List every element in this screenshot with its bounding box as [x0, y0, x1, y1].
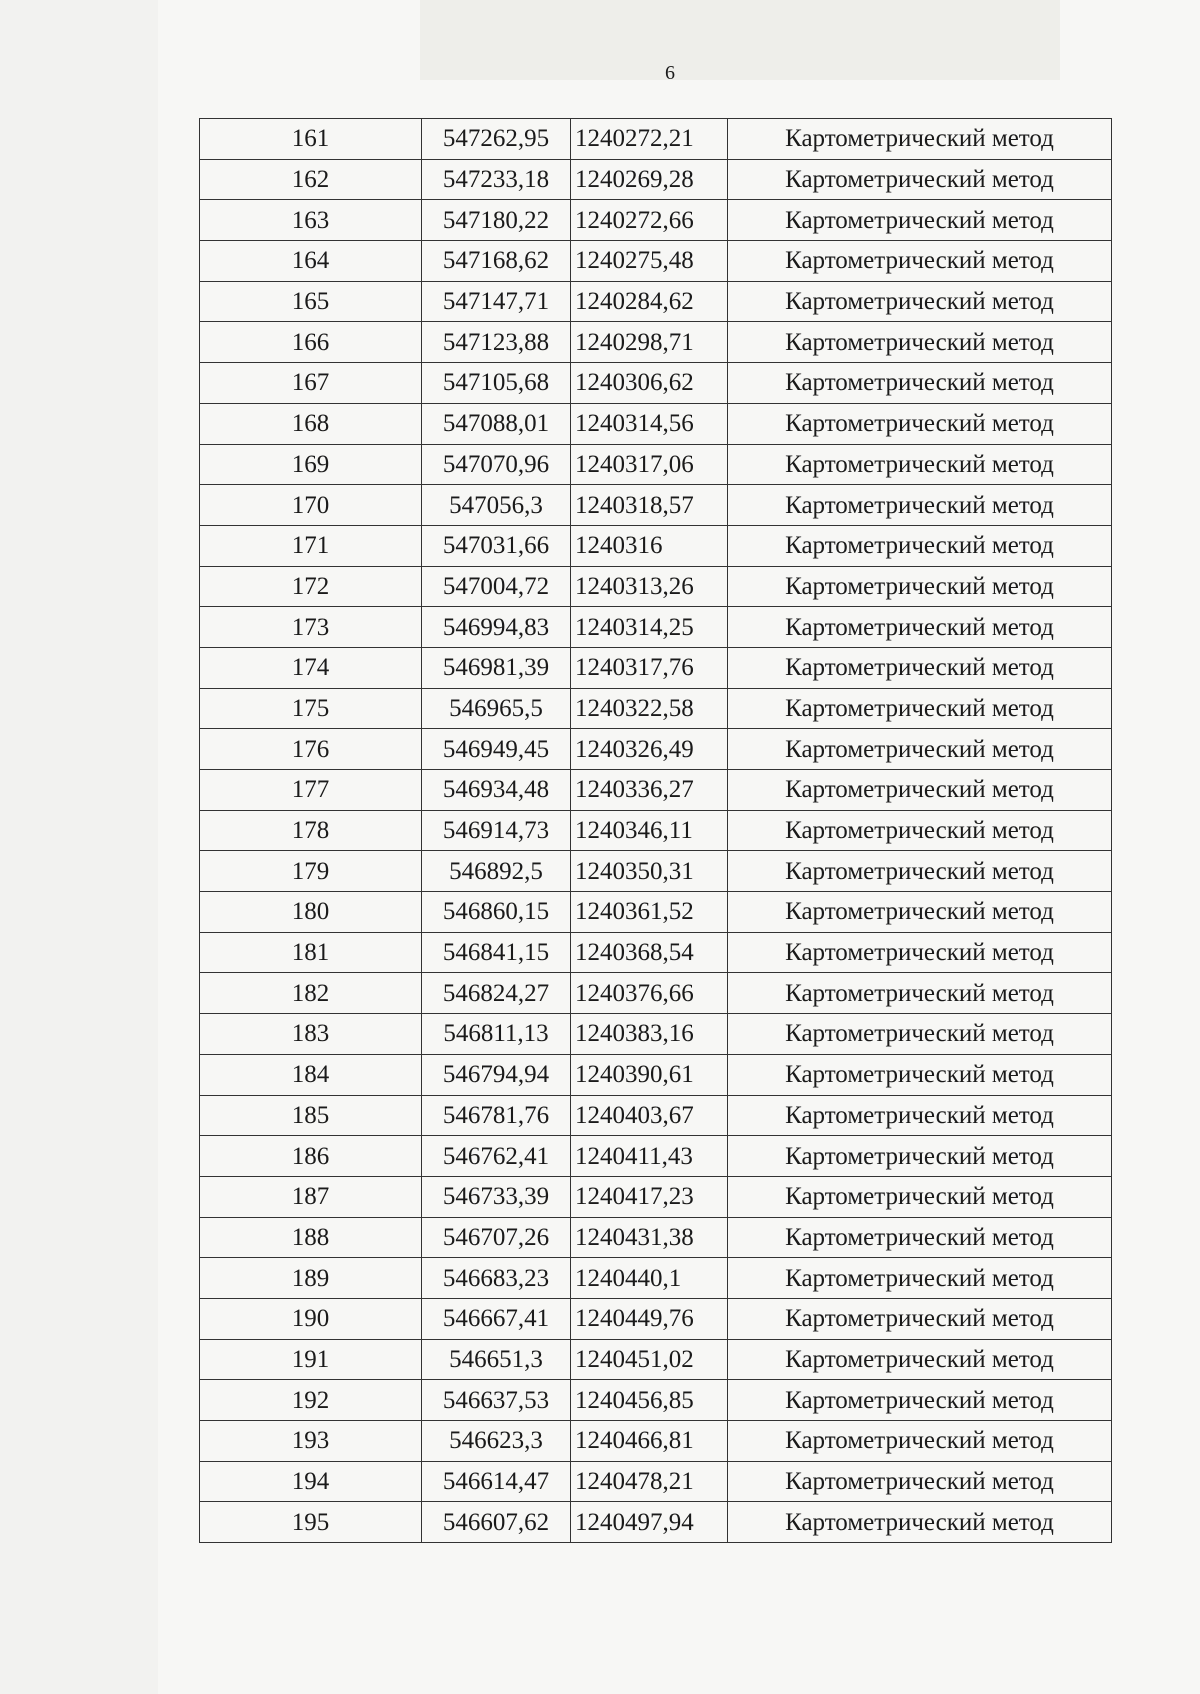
- point-number-cell: 175: [200, 688, 422, 729]
- x-coordinate-cell: 546841,15: [422, 932, 571, 973]
- y-coordinate-cell: 1240322,58: [571, 688, 728, 729]
- x-coordinate-cell: 546733,39: [422, 1176, 571, 1217]
- table-row: [200, 1217, 1112, 1258]
- table-row: [200, 607, 1112, 648]
- y-coordinate-cell: 1240318,57: [571, 485, 728, 526]
- point-number-cell: 194: [200, 1461, 422, 1502]
- point-number-cell: 191: [200, 1339, 422, 1380]
- method-cell: Картометрический метод: [728, 1014, 1112, 1055]
- point-number-cell: 177: [200, 770, 422, 811]
- point-number-cell: 161: [200, 119, 422, 160]
- y-coordinate-cell: 1240346,11: [571, 810, 728, 851]
- table-row: [200, 1339, 1112, 1380]
- x-coordinate-cell: 546892,5: [422, 851, 571, 892]
- method-cell: Картометрический метод: [728, 1461, 1112, 1502]
- y-coordinate-cell: 1240478,21: [571, 1461, 728, 1502]
- method-cell: Картометрический метод: [728, 1176, 1112, 1217]
- method-cell: Картометрический метод: [728, 119, 1112, 160]
- y-coordinate-cell: 1240272,66: [571, 200, 728, 241]
- method-cell: Картометрический метод: [728, 281, 1112, 322]
- method-cell: Картометрический метод: [728, 851, 1112, 892]
- method-cell: Картометрический метод: [728, 241, 1112, 282]
- method-cell: Картометрический метод: [728, 1258, 1112, 1299]
- x-coordinate-cell: 547004,72: [422, 566, 571, 607]
- table-row: [200, 1298, 1112, 1339]
- x-coordinate-cell: 546781,76: [422, 1095, 571, 1136]
- point-number-cell: 188: [200, 1217, 422, 1258]
- y-coordinate-cell: 1240284,62: [571, 281, 728, 322]
- y-coordinate-cell: 1240456,85: [571, 1380, 728, 1421]
- y-coordinate-cell: 1240326,49: [571, 729, 728, 770]
- x-coordinate-cell: 547088,01: [422, 403, 571, 444]
- method-cell: Картометрический метод: [728, 322, 1112, 363]
- point-number-cell: 185: [200, 1095, 422, 1136]
- method-cell: Картометрический метод: [728, 525, 1112, 566]
- y-coordinate-cell: 1240440,1: [571, 1258, 728, 1299]
- method-cell: Картометрический метод: [728, 1502, 1112, 1543]
- y-coordinate-cell: 1240316: [571, 525, 728, 566]
- table-row: [200, 1054, 1112, 1095]
- x-coordinate-cell: 547233,18: [422, 159, 571, 200]
- method-cell: Картометрический метод: [728, 729, 1112, 770]
- table-row: [200, 159, 1112, 200]
- method-cell: Картометрический метод: [728, 1421, 1112, 1462]
- method-cell: Картометрический метод: [728, 444, 1112, 485]
- x-coordinate-cell: 547070,96: [422, 444, 571, 485]
- table-row: [200, 1176, 1112, 1217]
- y-coordinate-cell: 1240403,67: [571, 1095, 728, 1136]
- point-number-cell: 169: [200, 444, 422, 485]
- method-cell: Картометрический метод: [728, 1339, 1112, 1380]
- point-number-cell: 170: [200, 485, 422, 526]
- table-row: [200, 200, 1112, 241]
- method-cell: Картометрический метод: [728, 1054, 1112, 1095]
- point-number-cell: 195: [200, 1502, 422, 1543]
- table-row: [200, 1258, 1112, 1299]
- x-coordinate-cell: 547056,3: [422, 485, 571, 526]
- table-row: [200, 1380, 1112, 1421]
- y-coordinate-cell: 1240314,25: [571, 607, 728, 648]
- table-row: [200, 770, 1112, 811]
- point-number-cell: 166: [200, 322, 422, 363]
- table-row: [200, 281, 1112, 322]
- y-coordinate-cell: 1240269,28: [571, 159, 728, 200]
- method-cell: Картометрический метод: [728, 892, 1112, 933]
- method-cell: Картометрический метод: [728, 932, 1112, 973]
- x-coordinate-cell: 546667,41: [422, 1298, 571, 1339]
- method-cell: Картометрический метод: [728, 770, 1112, 811]
- point-number-cell: 174: [200, 647, 422, 688]
- table-row: [200, 444, 1112, 485]
- method-cell: Картометрический метод: [728, 566, 1112, 607]
- method-cell: Картометрический метод: [728, 1136, 1112, 1177]
- x-coordinate-cell: 546914,73: [422, 810, 571, 851]
- point-number-cell: 176: [200, 729, 422, 770]
- point-number-cell: 184: [200, 1054, 422, 1095]
- y-coordinate-cell: 1240272,21: [571, 119, 728, 160]
- y-coordinate-cell: 1240390,61: [571, 1054, 728, 1095]
- x-coordinate-cell: 547147,71: [422, 281, 571, 322]
- table-row: [200, 932, 1112, 973]
- point-number-cell: 183: [200, 1014, 422, 1055]
- point-number-cell: 192: [200, 1380, 422, 1421]
- y-coordinate-cell: 1240431,38: [571, 1217, 728, 1258]
- y-coordinate-cell: 1240275,48: [571, 241, 728, 282]
- y-coordinate-cell: 1240336,27: [571, 770, 728, 811]
- method-cell: Картометрический метод: [728, 607, 1112, 648]
- point-number-cell: 181: [200, 932, 422, 973]
- x-coordinate-cell: 547180,22: [422, 200, 571, 241]
- x-coordinate-cell: 546637,53: [422, 1380, 571, 1421]
- y-coordinate-cell: 1240317,76: [571, 647, 728, 688]
- table-row: [200, 1421, 1112, 1462]
- y-coordinate-cell: 1240350,31: [571, 851, 728, 892]
- y-coordinate-cell: 1240317,06: [571, 444, 728, 485]
- table-row: [200, 566, 1112, 607]
- table-row: [200, 1136, 1112, 1177]
- y-coordinate-cell: 1240383,16: [571, 1014, 728, 1055]
- y-coordinate-cell: 1240313,26: [571, 566, 728, 607]
- y-coordinate-cell: 1240466,81: [571, 1421, 728, 1462]
- table-row: [200, 1502, 1112, 1543]
- point-number-cell: 189: [200, 1258, 422, 1299]
- y-coordinate-cell: 1240368,54: [571, 932, 728, 973]
- page-number: 6: [665, 62, 675, 84]
- y-coordinate-cell: 1240451,02: [571, 1339, 728, 1380]
- method-cell: Картометрический метод: [728, 647, 1112, 688]
- method-cell: Картометрический метод: [728, 485, 1112, 526]
- method-cell: Картометрический метод: [728, 688, 1112, 729]
- point-number-cell: 172: [200, 566, 422, 607]
- point-number-cell: 167: [200, 363, 422, 404]
- y-coordinate-cell: 1240411,43: [571, 1136, 728, 1177]
- method-cell: Картометрический метод: [728, 973, 1112, 1014]
- method-cell: Картометрический метод: [728, 363, 1112, 404]
- y-coordinate-cell: 1240497,94: [571, 1502, 728, 1543]
- x-coordinate-cell: 547123,88: [422, 322, 571, 363]
- x-coordinate-cell: 546623,3: [422, 1421, 571, 1462]
- y-coordinate-cell: 1240376,66: [571, 973, 728, 1014]
- method-cell: Картометрический метод: [728, 1217, 1112, 1258]
- point-number-cell: 179: [200, 851, 422, 892]
- table-row: [200, 851, 1112, 892]
- x-coordinate-cell: 546994,83: [422, 607, 571, 648]
- table-row: [200, 688, 1112, 729]
- table-row: [200, 525, 1112, 566]
- method-cell: Картометрический метод: [728, 403, 1112, 444]
- point-number-cell: 187: [200, 1176, 422, 1217]
- y-coordinate-cell: 1240449,76: [571, 1298, 728, 1339]
- x-coordinate-cell: 546607,62: [422, 1502, 571, 1543]
- method-cell: Картометрический метод: [728, 1095, 1112, 1136]
- y-coordinate-cell: 1240306,62: [571, 363, 728, 404]
- x-coordinate-cell: 546794,94: [422, 1054, 571, 1095]
- x-coordinate-cell: 546981,39: [422, 647, 571, 688]
- method-cell: Картометрический метод: [728, 1380, 1112, 1421]
- table-row: [200, 119, 1112, 160]
- y-coordinate-cell: 1240417,23: [571, 1176, 728, 1217]
- coordinates-table: [199, 118, 1112, 1543]
- x-coordinate-cell: 547031,66: [422, 525, 571, 566]
- point-number-cell: 165: [200, 281, 422, 322]
- point-number-cell: 162: [200, 159, 422, 200]
- x-coordinate-cell: 547105,68: [422, 363, 571, 404]
- y-coordinate-cell: 1240298,71: [571, 322, 728, 363]
- x-coordinate-cell: 546824,27: [422, 973, 571, 1014]
- x-coordinate-cell: 546965,5: [422, 688, 571, 729]
- table-row: [200, 892, 1112, 933]
- method-cell: Картометрический метод: [728, 159, 1112, 200]
- table-row: [200, 1095, 1112, 1136]
- method-cell: Картометрический метод: [728, 200, 1112, 241]
- point-number-cell: 178: [200, 810, 422, 851]
- x-coordinate-cell: 547262,95: [422, 119, 571, 160]
- x-coordinate-cell: 546614,47: [422, 1461, 571, 1502]
- table-row: [200, 363, 1112, 404]
- x-coordinate-cell: 546949,45: [422, 729, 571, 770]
- table-row: [200, 647, 1112, 688]
- table-row: [200, 973, 1112, 1014]
- point-number-cell: 168: [200, 403, 422, 444]
- method-cell: Картометрический метод: [728, 810, 1112, 851]
- point-number-cell: 182: [200, 973, 422, 1014]
- point-number-cell: 193: [200, 1421, 422, 1462]
- x-coordinate-cell: 546651,3: [422, 1339, 571, 1380]
- point-number-cell: 186: [200, 1136, 422, 1177]
- method-cell: Картометрический метод: [728, 1298, 1112, 1339]
- table-row: [200, 485, 1112, 526]
- table-row: [200, 322, 1112, 363]
- x-coordinate-cell: 546707,26: [422, 1217, 571, 1258]
- scan-edge: [0, 0, 158, 1694]
- x-coordinate-cell: 547168,62: [422, 241, 571, 282]
- point-number-cell: 164: [200, 241, 422, 282]
- table-row: [200, 1461, 1112, 1502]
- table-row: [200, 1014, 1112, 1055]
- x-coordinate-cell: 546860,15: [422, 892, 571, 933]
- point-number-cell: 163: [200, 200, 422, 241]
- x-coordinate-cell: 546934,48: [422, 770, 571, 811]
- table-row: [200, 403, 1112, 444]
- y-coordinate-cell: 1240361,52: [571, 892, 728, 933]
- y-coordinate-cell: 1240314,56: [571, 403, 728, 444]
- table-row: [200, 729, 1112, 770]
- point-number-cell: 171: [200, 525, 422, 566]
- x-coordinate-cell: 546762,41: [422, 1136, 571, 1177]
- x-coordinate-cell: 546683,23: [422, 1258, 571, 1299]
- table-row: [200, 241, 1112, 282]
- coordinates-table-body: [200, 119, 1112, 1543]
- point-number-cell: 180: [200, 892, 422, 933]
- table-row: [200, 810, 1112, 851]
- x-coordinate-cell: 546811,13: [422, 1014, 571, 1055]
- point-number-cell: 173: [200, 607, 422, 648]
- point-number-cell: 190: [200, 1298, 422, 1339]
